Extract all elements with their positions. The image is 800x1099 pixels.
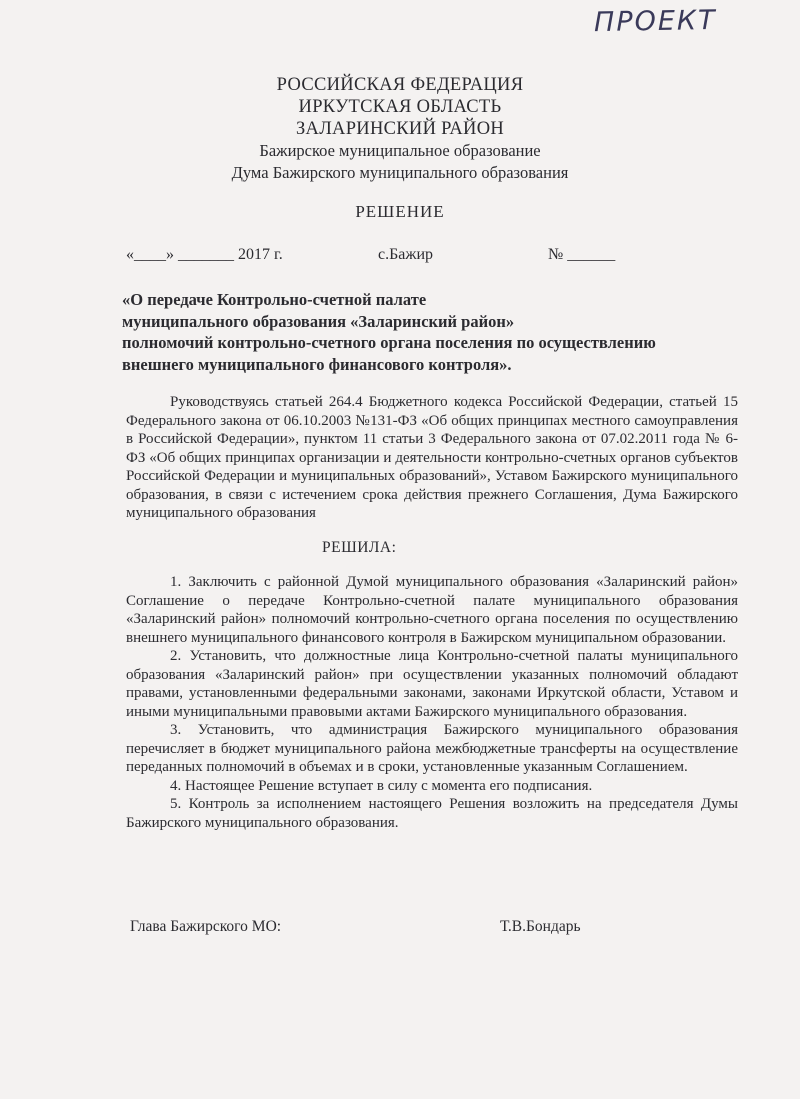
header-municipality: Бажирское муниципальное образование <box>259 141 541 160</box>
signature-name: Т.В.Бондарь <box>500 918 581 935</box>
subject-line: внешнего муниципального финансового контроля». <box>122 354 512 374</box>
subject-line: полномочий контрольно-счетного органа поселения по осуществлению <box>122 333 656 352</box>
subject-line: «О передаче Контрольно-счетной палате <box>122 290 427 309</box>
document-place: с.Бажир <box>378 246 434 263</box>
draft-stamp: ПРОЕКТ <box>593 4 717 39</box>
preamble-text: Руководствуясь статьей 264.4 Бюджетного кодекса Российской Федерации, статьей 15 Федерального закона от 06.10.2003 №131-ФЗ «Об общих принципах местного самоуправления в Российской Федерации», пунктом 11 статьи 3 Федерального закона от 07.02.2011 года № 6-ФЗ «Об общих принципах организации и деятельности контрольно-счетных органов субъектов Российской Федерации и муниципальных образований», Уставом Бажирского муниципального образования, в связи с истечением срока действия прежнего Соглашения, Дума Бажирского муниципального образования <box>126 394 738 521</box>
resolution-item: 4. Настоящее Решение вступает в силу с момента его подписания. <box>170 777 593 794</box>
resolution-items <box>126 573 738 832</box>
resolution-item: 2. Установить, что должностные лица Контрольно-счетной палаты муниципального образования «Заларинский район» при осуществлении указанных полномочий обладают правами, установленными федеральными законами, законами Иркутской области, Уставом и иными муниципальными правовыми актами Бажирского муниципального образования. <box>126 648 738 720</box>
resolution-item: 1. Заключить с районной Думой муниципального образования «Заларинский район» Соглашение о передаче Контрольно-счетной палате муниципального образования «Заларинский район» полномочий контрольно-счетного органа поселения по осуществлению внешнего муниципального финансового контроля в Бажирском муниципальном образовании. <box>126 574 738 646</box>
header-country: РОССИЙСКАЯ ФЕДЕРАЦИЯ <box>276 75 524 95</box>
header-district: ЗАЛАРИНСКИЙ РАЙОН <box>295 119 505 139</box>
header-region: ИРКУТСКАЯ ОБЛАСТЬ <box>298 97 502 117</box>
document-number: № ______ <box>548 246 616 263</box>
resolved-heading: РЕШИЛА: <box>322 539 397 556</box>
resolution-item: 3. Установить, что администрация Бажирского муниципального образования перечисляет в бюджет муниципального района межбюджетные трансферты на осуществление переданных полномочий в объемах и в сроки, установленные указанным Соглашением. <box>126 722 738 775</box>
signature-position: Глава Бажирского МО: <box>130 918 282 935</box>
header-council: Дума Бажирского муниципального образования <box>231 163 569 182</box>
document-title: РЕШЕНИЕ <box>355 202 445 221</box>
document-date: «____» _______ 2017 г. <box>126 246 283 263</box>
preamble <box>126 393 738 523</box>
resolution-item: 5. Контроль за исполнением настоящего Решения возложить на председателя Думы Бажирского муниципального образования. <box>126 796 738 831</box>
subject-line: муниципального образования «Заларинский район» <box>122 311 515 331</box>
document-subject <box>122 289 762 375</box>
